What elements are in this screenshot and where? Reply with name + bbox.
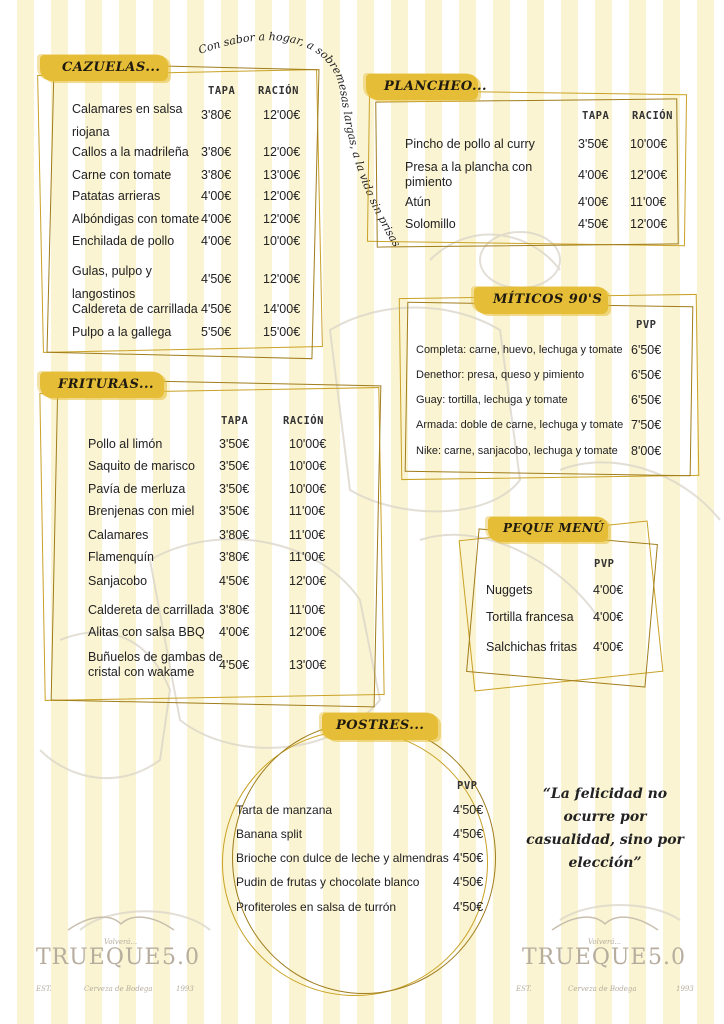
cazuelas-item-name-line: Enchilada de pollo [72, 234, 175, 248]
frituras-item-name-line: Brenjenas con miel [88, 504, 195, 518]
frituras-item-racion: 10'00€ [289, 437, 327, 451]
logo-right-year: 1993 [676, 985, 694, 993]
frituras-item-name [88, 459, 195, 474]
tagline-text: Con sabor a hogar, a sobremesas largas, a la vida sin prisas [196, 30, 404, 250]
cazuelas-item-name [72, 212, 199, 227]
cazuelas-item-tapa: 3'80€ [201, 108, 232, 122]
frituras-item-tapa: 4'00€ [219, 625, 250, 639]
cazuelas-item-name-line: Patatas arrieras [72, 189, 161, 203]
cazuelas-item-racion: 12'00€ [263, 212, 301, 226]
cazuelas-item-name-line: Albóndigas con tomate [72, 212, 200, 226]
frituras-item-racion: 10'00€ [289, 459, 327, 473]
frituras-item-racion: 12'00€ [289, 574, 327, 588]
logo-left-name: TRUEQUE [36, 945, 162, 970]
frituras-item-name [88, 625, 205, 640]
logo-left-version: 5.0 [162, 945, 200, 970]
peque_menu-item-pvp: 4'00€ [593, 583, 624, 597]
frituras-item-name [88, 437, 162, 452]
plancheo-item-name [405, 137, 535, 152]
frituras-item-tapa: 3'80€ [219, 528, 250, 542]
logo-left-top: Volverá... [104, 938, 138, 946]
cazuelas-item-name-line: Caldereta de carrillada [72, 302, 198, 316]
cazuelas-item-name [72, 168, 171, 183]
quote-line-2: ocurre por [563, 809, 647, 825]
frituras-item-name-line: Calamares [88, 528, 149, 542]
plancheo-item-name-line: pimiento [405, 175, 453, 189]
cazuelas-item-name [72, 102, 182, 140]
plancheo-item-racion: 11'00€ [630, 195, 667, 209]
plancheo-item-name-line: Solomillo [405, 217, 456, 231]
frituras-item-racion: 13'00€ [289, 658, 327, 672]
quote-line-1: “La felicidad no [542, 786, 668, 802]
frituras-item-racion: 11'00€ [289, 550, 326, 564]
miticos-title: MÍTICOS 90'S [493, 292, 603, 307]
frituras-item-name-line: Buñuelos de gambas de [88, 650, 223, 664]
cazuelas-item-name-line: Calamares en salsa [72, 102, 183, 116]
cazuelas-item-tapa: 3'80€ [201, 168, 232, 182]
frituras-item-tapa: 4'50€ [219, 574, 250, 588]
peque_menu-item-name: Nuggets [486, 583, 533, 597]
frituras-item-tapa: 3'80€ [219, 550, 250, 564]
plancheo-item-name-line: Pincho de pollo al curry [405, 137, 535, 151]
miticos-item-name: Armada: doble de carne, lechuga y tomate [416, 419, 624, 431]
peque-frame-b [466, 528, 658, 687]
frituras-item-racion: 11'00€ [289, 528, 326, 542]
cazuelas-item-name [72, 264, 152, 302]
cazuelas-item-name [72, 189, 160, 204]
plancheo-col-tapa: TAPA [582, 110, 610, 122]
cazuelas-item-racion: 13'00€ [263, 168, 301, 182]
cazuelas-item-racion: 12'00€ [263, 145, 301, 159]
miticos-item-name: Completa: carne, huevo, lechuga y tomate [416, 344, 623, 356]
plancheo-item-racion: 12'00€ [630, 168, 668, 182]
cazuelas-item-name [72, 145, 189, 160]
cazuelas-item-racion: 12'00€ [263, 189, 301, 203]
cazuelas-item-name-line: Gulas, pulpo y [72, 264, 152, 278]
frituras-item-name-line: Alitas con salsa BBQ [88, 625, 205, 639]
postres-item-name: Tarta de manzana [236, 803, 333, 817]
cazuelas-item-tapa: 4'50€ [201, 302, 232, 316]
miticos-item-pvp: 6'50€ [631, 368, 662, 382]
quote [526, 783, 684, 875]
cazuelas-item-racion: 12'00€ [263, 108, 301, 122]
postres-item-pvp: 4'50€ [453, 827, 484, 841]
postres-item-pvp: 4'50€ [453, 851, 484, 865]
cazuelas-item-name-line: Carne con tomate [72, 168, 172, 182]
logo-right-sub: Cerveza de Bodega [568, 985, 637, 993]
cazuelas-item-name [72, 302, 198, 317]
frituras-item-tapa: 3'80€ [219, 603, 250, 617]
logo-right-version: 5.0 [648, 945, 686, 970]
frituras-item-name [88, 603, 214, 618]
cazuelas-item-racion: 12'00€ [263, 272, 301, 286]
frituras-item-name [88, 574, 147, 589]
postres-item-pvp: 4'50€ [453, 875, 484, 889]
cazuelas-item-tapa: 4'00€ [201, 234, 232, 248]
postres-col-pvp: PVP [457, 780, 478, 792]
miticos-item-pvp: 6'50€ [631, 343, 662, 357]
frituras-col-racion: RACIÓN [283, 415, 324, 427]
plancheo-item-name [405, 217, 456, 232]
frituras-item-name-line: cristal con wakame [88, 665, 195, 679]
frituras-item-tapa: 3'50€ [219, 459, 250, 473]
frituras-title: FRITURAS... [58, 377, 155, 392]
peque_menu-item-name: Salchichas fritas [486, 640, 578, 654]
frituras-item-name-line: Pollo al limón [88, 437, 163, 451]
cazuelas-item-name [72, 234, 174, 249]
cazuelas-item-tapa: 4'00€ [201, 189, 232, 203]
logo-left-swoosh [66, 912, 176, 934]
plancheo-item-tapa: 4'50€ [578, 217, 609, 231]
logo-left-sub: Cerveza de Bodega [84, 985, 153, 993]
frituras-item-name-line: Flamenquín [88, 550, 155, 564]
frituras-item-name [88, 528, 148, 543]
peque_menu-item-name: Tortilla francesa [486, 610, 574, 624]
postres-item-name: Pudin de frutas y chocolate blanco [236, 875, 420, 889]
logo-right-est: EST. [516, 985, 532, 993]
frituras-item-racion: 11'00€ [289, 603, 326, 617]
logo-right-top: Volverá... [588, 938, 622, 946]
frituras-item-tapa: 3'50€ [219, 482, 250, 496]
cazuelas-item-name-line: riojana [72, 125, 110, 139]
frituras-item-tapa: 3'50€ [219, 504, 250, 518]
postres-item-name: Banana split [236, 827, 303, 841]
plancheo-item-name [405, 195, 431, 210]
miticos-item-pvp: 6'50€ [631, 393, 662, 407]
cazuelas-item-name [72, 325, 171, 340]
cazuelas-item-racion: 14'00€ [263, 302, 301, 316]
frituras-item-racion: 11'00€ [289, 504, 326, 518]
miticos-item-name: Denethor: presa, queso y pimiento [416, 369, 585, 381]
logo-right-name: TRUEQUE [522, 945, 648, 970]
frituras-item-name-line: Pavía de merluza [88, 482, 186, 496]
miticos-item-pvp: 8'00€ [631, 444, 662, 458]
logo-right-swoosh [550, 912, 660, 934]
miticos-item-pvp: 7'50€ [631, 418, 662, 432]
frituras-item-racion: 12'00€ [289, 625, 327, 639]
frituras-item-tapa: 4'50€ [219, 658, 250, 672]
frituras-item-name-line: Saquito de marisco [88, 459, 196, 473]
plancheo-item-tapa: 3'50€ [578, 137, 609, 151]
quote-line-4: elección” [568, 855, 642, 871]
cazuelas-item-name-line: Pulpo a la gallega [72, 325, 172, 339]
cazuelas-item-tapa: 4'00€ [201, 212, 232, 226]
cazuelas-item-name-line: langostinos [72, 287, 136, 301]
peque-col-pvp: PVP [594, 558, 615, 570]
frituras-item-racion: 10'00€ [289, 482, 327, 496]
peque_menu-item-pvp: 4'00€ [593, 640, 624, 654]
cazuelas-item-tapa: 4'50€ [201, 272, 232, 286]
cazuelas-item-racion: 15'00€ [263, 325, 301, 339]
plancheo-item-tapa: 4'00€ [578, 195, 609, 209]
quote-line-3: casualidad, sino por [526, 832, 684, 848]
plancheo-item-tapa: 4'00€ [578, 168, 609, 182]
miticos-item-name: Guay: tortilla, lechuga y tomate [416, 394, 568, 406]
plancheo-col-racion: RACIÓN [632, 110, 673, 122]
frituras-item-name [88, 550, 154, 565]
frituras-item-name [88, 482, 185, 497]
peque_menu-item-pvp: 4'00€ [593, 610, 624, 624]
frituras-item-name-line: Sanjacobo [88, 574, 148, 588]
miticos-item-name: Nike: carne, sanjacobo, lechuga y tomate [416, 445, 618, 457]
plancheo-item-name [405, 160, 532, 190]
logo-left-est: EST. [36, 985, 52, 993]
postres-item-pvp: 4'50€ [453, 900, 484, 914]
frituras-item-name [88, 650, 223, 680]
cazuelas-col-tapa: TAPA [208, 85, 236, 97]
frituras-col-tapa: TAPA [221, 415, 249, 427]
cazuelas-title: CAZUELAS... [62, 60, 161, 75]
plancheo-title: PLANCHEO... [384, 79, 488, 94]
postres-item-name: Brioche con dulce de leche y almendras [236, 851, 449, 865]
plancheo-item-name-line: Atún [405, 195, 431, 209]
postres-item-pvp: 4'50€ [453, 803, 484, 817]
plancheo-item-racion: 10'00€ [630, 137, 668, 151]
cazuelas-col-racion: RACIÓN [258, 85, 299, 97]
frituras-item-name-line: Caldereta de carrillada [88, 603, 214, 617]
postres-item-name: Profiteroles en salsa de turrón [236, 900, 397, 914]
miticos-col-pvp: PVP [636, 319, 657, 331]
cazuelas-item-tapa: 3'80€ [201, 145, 232, 159]
plancheo-item-name-line: Presa a la plancha con [405, 160, 533, 174]
cazuelas-item-name-line: Callos a la madrileña [72, 145, 189, 159]
plancheo-item-racion: 12'00€ [630, 217, 668, 231]
cazuelas-item-tapa: 5'50€ [201, 325, 232, 339]
logo-left-year: 1993 [176, 985, 194, 993]
peque-title: PEQUE MENÚ [503, 521, 605, 535]
postres-title: POSTRES... [336, 718, 425, 733]
cazuelas-item-racion: 10'00€ [263, 234, 301, 248]
frituras-item-name [88, 504, 194, 519]
frituras-item-tapa: 3'50€ [219, 437, 250, 451]
